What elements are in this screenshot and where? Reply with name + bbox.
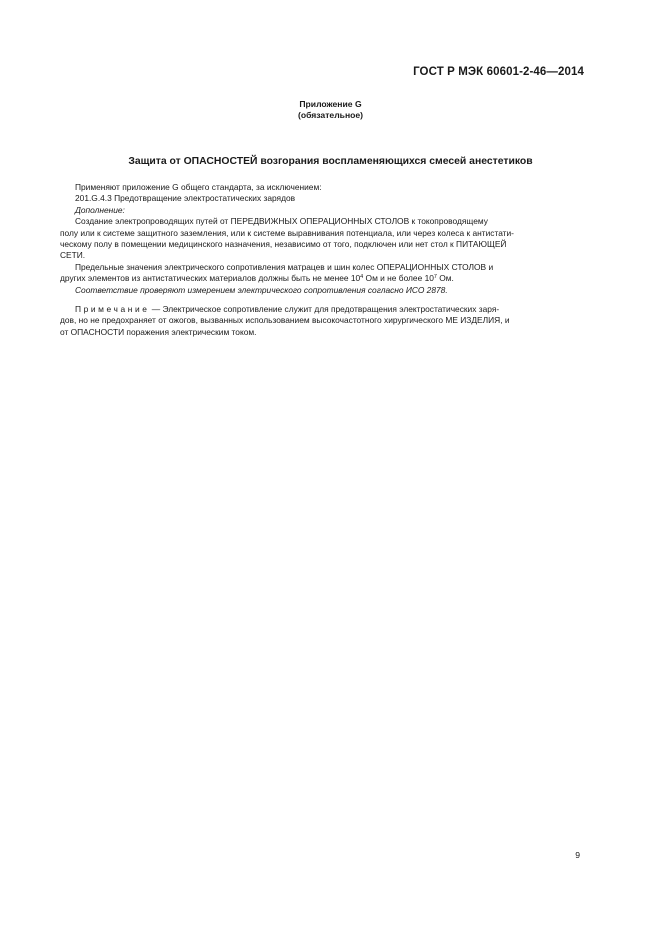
compliance-statement: Соответствие проверяют измерением электрического сопротивления согласно ИСО 2878. [75, 284, 448, 295]
addition-label: Дополнение: [75, 204, 125, 215]
section-title: Защита от ОПАСНОСТЕЙ возгорания воспламеняющихся смесей анестетиков [128, 156, 533, 167]
intro-paragraph: Применяют приложение G общего стандарта, за исключением: [75, 182, 322, 192]
exponent-min: 4 [360, 274, 364, 281]
resistance-text-b: Ом и не более 10 [363, 273, 434, 284]
paragraph-1-line-3: ческому полу в помещении медицинского назначения, независимо от того, подключен или нет стол к ПИТАЮЩЕЙ [60, 239, 507, 250]
annex-heading [0, 99, 661, 120]
exponent-max: 7 [433, 274, 437, 281]
note-line-1 [60, 304, 582, 315]
paragraph-2-line-1: Предельные значения электрического сопротивления матрацев и шин колес ОПЕРАЦИОННЫХ СТОЛОВ и [75, 261, 494, 272]
paragraph-1-line-2: полу или к системе защитного заземления, или к системе выравнивания потенциала, или через колеса к антистати- [60, 227, 514, 238]
page-number: 9 [575, 850, 580, 860]
paragraph-1-line-4: СЕТИ. [60, 250, 86, 261]
annex-label: Приложение G [299, 99, 362, 109]
standard-code: ГОСТ Р МЭК 60601-2-46—2014 [413, 66, 584, 78]
resistance-text-a: других элементов из антистатических материалов должны быть не менее 10 [60, 273, 361, 284]
paragraph-1-line-1: Создание электропроводящих путей от ПЕРЕДВИЖНЫХ ОПЕРАЦИОННЫХ СТОЛОВ к токопроводящему [75, 216, 488, 227]
note-line-2: дов, но не предохраняет от ожогов, вызванных использованием высокочастотного хирургического МЕ ИЗДЕЛИЯ, и [60, 315, 510, 326]
note-text-1: — Электрическое сопротивление служит для предотвращения электростатических заря- [149, 304, 500, 315]
clause-heading: 201.G.4.3 Предотвращение электростатических зарядов [75, 193, 296, 204]
resistance-text-c: Ом. [436, 273, 454, 284]
paragraph-2-line-2 [60, 273, 582, 284]
note-label: Примечание [75, 304, 150, 315]
annex-status: (обязательное) [297, 109, 364, 120]
note-line-3: от ОПАСНОСТИ поражения электрическим током. [60, 326, 257, 337]
body-text [60, 182, 582, 338]
